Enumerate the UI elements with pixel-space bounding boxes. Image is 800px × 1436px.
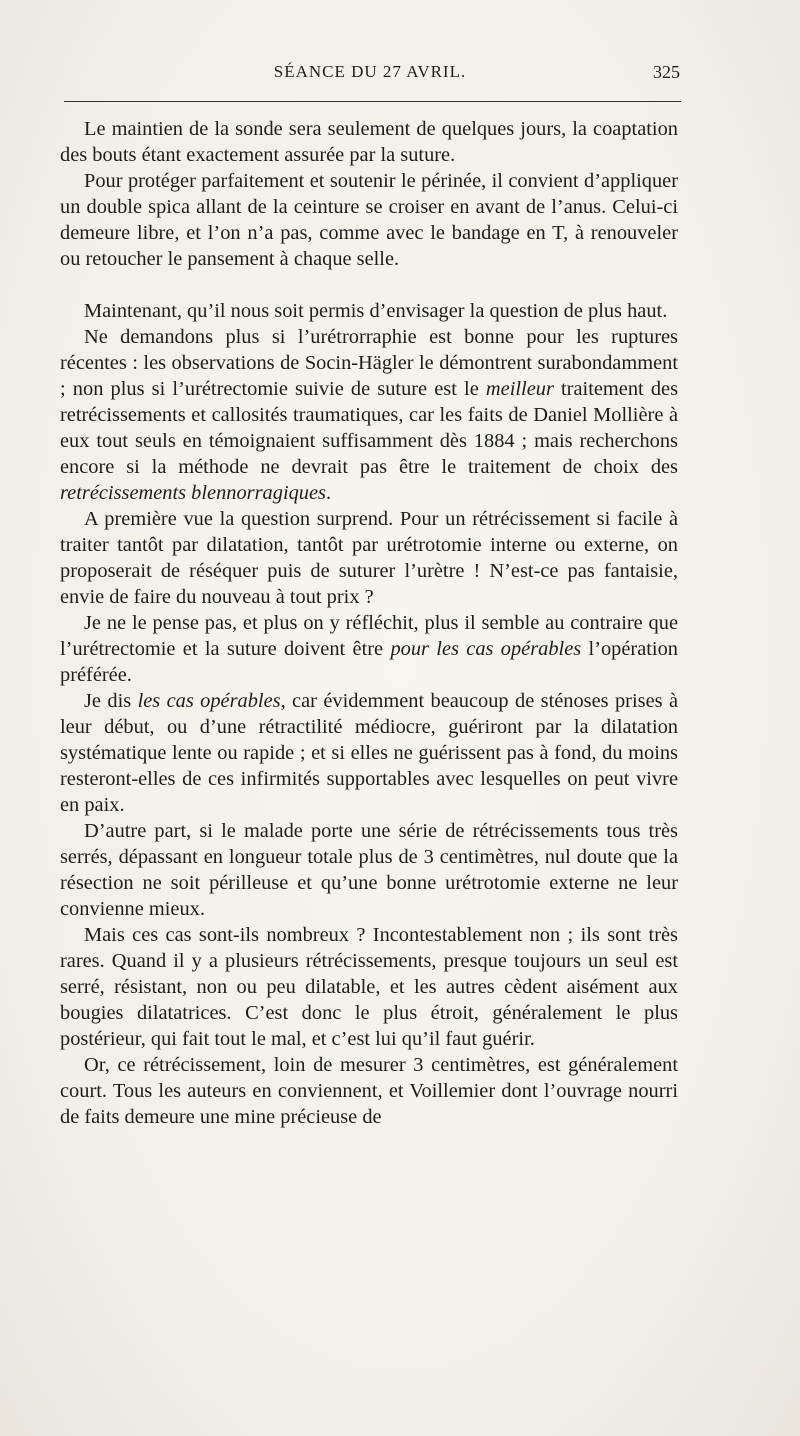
paragraph (60, 168, 678, 272)
text-run: D’autre part, si le malade porte une série de rétrécissements tous très serrés, dépassant en longueur totale plus de 3 centimètres, nul doute que la résection ne soit périlleuse et qu’une bonne urétrotomie externe ne leur convienne mieux. (60, 820, 678, 920)
text-run: Or, ce rétrécissement, loin de mesurer 3 centimètres, est généralement court. Tous les auteurs en conviennent, et Voillemier dont l’ouvrage nourri de faits demeure une mine précieuse de (60, 1054, 678, 1128)
paragraph (60, 298, 678, 324)
paragraph (60, 688, 678, 818)
body-text (60, 116, 678, 1130)
text-run: Pour protéger parfaitement et soutenir le périnée, il convient d’appliquer un double spica allant de la ceinture se croiser en avant de l’anus. Celui-ci demeure libre, et l’on n’a pas, comme avec le bandage en T, à renouveler ou retoucher le pansement à chaque selle. (60, 170, 678, 270)
text-run: , car évidemment beaucoup de sténoses prises à leur début, ou d’une rétractilité médiocre, guériront par la dilatation systématique lente ou rapide ; et si elles ne guérissent pas à fond, du moins resteront-elles de ces infirmités supportables avec lesquelles on peut vivre en paix. (60, 690, 678, 816)
text-run: Je dis (84, 690, 138, 712)
running-title: SÉANCE DU 27 AVRIL. (273, 62, 467, 81)
paragraph (60, 1052, 678, 1130)
paragraph (60, 818, 678, 922)
text-run: . (325, 482, 332, 504)
paragraph (60, 506, 678, 610)
text-run: Maintenant, qu’il nous soit permis d’envisager la question de plus haut. (84, 300, 668, 322)
paragraph (60, 324, 678, 506)
text-run: l’opération préférée. (60, 638, 678, 686)
italic-text: les cas opérables (137, 690, 281, 712)
text-run: Le maintien de la sonde sera seulement de quelques jours, la coaptation des bouts étant exactement assurée par la suture. (60, 118, 678, 166)
text-run: A première vue la question surprend. Pour un rétrécissement si facile à traiter tantôt par dilatation, tantôt par urétrotomie interne ou externe, on proposerait de réséquer puis de suturer l’urètre ! N’est-ce pas fantaisie, envie de faire du nouveau à tout prix ? (60, 508, 678, 608)
paragraph (60, 116, 678, 168)
text-run: Je ne le pense pas, et plus on y réfléchit, plus il semble au contraire que l’urétrectomie et la suture doivent être (60, 612, 678, 660)
text-run: Ne demandons plus si l’urétrorraphie est bonne pour les ruptures récentes : les observations de Socin-Hägler le démontrent surabondamment ; non plus si l’urétrectomie suivie de suture est le (60, 326, 678, 400)
header-rule (64, 101, 681, 102)
paragraph (60, 610, 678, 688)
italic-text: retrécissements blennorragiques (60, 482, 326, 504)
page-number: 325 (653, 62, 680, 82)
italic-text: pour les cas opérables (390, 638, 582, 660)
paragraph (60, 922, 678, 1052)
italic-text: meilleur (485, 378, 554, 400)
page-header (60, 62, 680, 92)
text-run: Mais ces cas sont-ils nombreux ? Incontestablement non ; ils sont très rares. Quand il y a plusieurs rétrécissements, presque toujours un seul est serré, résistant, non ou peu dilatable, et les autres cèdent aisément aux bougies dilatatrices. C’est donc le plus étroit, généralement le plus postérieur, qui fait tout le mal, et c’est lui qu’il faut guérir. (60, 924, 678, 1050)
text-run: traitement des retrécissements et callosités traumatiques, car les faits de Daniel Mollière à eux tout seuls en témoignaient suffisamment dès 1884 ; mais recherchons encore si la méthode ne devrait pas être le traitement de choix des (60, 378, 679, 478)
